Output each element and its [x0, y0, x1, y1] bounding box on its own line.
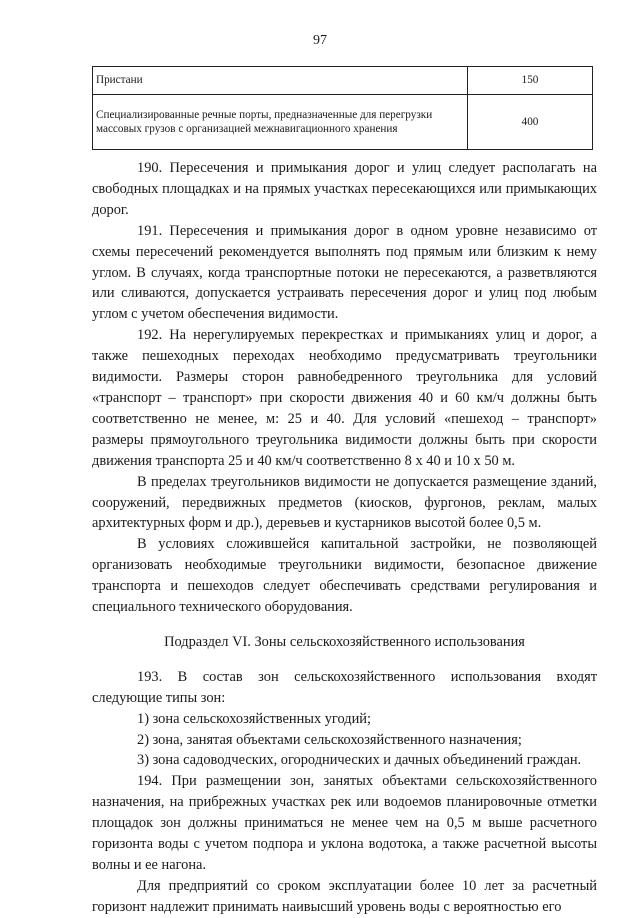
paragraph-193: 193. В состав зон сельскохозяйственного использования входят следующие типы зон: — [92, 668, 597, 706]
paragraph-192-visibility: В пределах треугольников видимости не допускается размещение зданий, сооружений, передвижных предметов (киосков, фургонов, реклам, малых архитектурных форм и др.), деревьев и кустарников высотой более 0,5 м. — [92, 473, 597, 532]
paragraph-190: 190. Пересечения и примыкания дорог и улиц следует располагать на свободных площадках и на прямых участках пересекающихся или примыкающих дорог. — [92, 160, 597, 218]
paragraph-194-enterprises: Для предприятий со сроком эксплуатации более 10 лет за расчетный горизонт надлежит принимать наивысший уровень воды с вероятностью его — [92, 877, 597, 915]
document-body — [92, 158, 597, 918]
berth-distance-table — [92, 66, 593, 150]
paragraph-194: 194. При размещении зон, занятых объектами сельскохозяйственного назначения, на прибрежных участках рек или водоемов планировочные отметки площадок зон должны приниматься не менее чем на 0,5 м выше расчетного горизонта воды с учетом подпора и уклона водотока, а также расчетной высоты волны и ее нагона. — [92, 773, 597, 873]
table-row — [93, 95, 593, 150]
list-item: 2) зона, занятая объектами сельскохозяйственного назначения; — [137, 731, 522, 748]
table-cell-name: Пристани — [93, 67, 468, 95]
table-row — [93, 67, 593, 95]
paragraph-192-existing-buildings: В условиях сложившейся капитальной застройки, не позволяющей организовать необходимые треугольники видимости, безопасное движение транспорта и пешеходов следует обеспечивать средствами регулирования и специального технического оборудования. — [92, 536, 597, 616]
table-cell-value: 400 — [468, 95, 593, 150]
paragraph-191: 191. Пересечения и примыкания дорог в одном уровне независимо от схемы пересечений рекомендуется выполнять под прямым или близким к нему углом. В случаях, когда транспортные потоки не пересекаются, а разветвляются или сливаются, допускается устраивать пересечения дорог и улиц под любым углом с учетом обеспечения видимости. — [92, 222, 597, 323]
table-cell-value: 150 — [468, 67, 593, 95]
table-cell-name: Специализированные речные порты, предназначенные для перегрузки массовых грузов с организацией межнавигационного хранения — [93, 95, 468, 150]
list-item: 3) зона садоводческих, огороднических и дачных объединений граждан. — [137, 752, 582, 769]
section-heading: Подраздел VI. Зоны сельскохозяйственного использования — [164, 633, 525, 650]
page-number: 97 — [313, 33, 327, 48]
list-item: 1) зона сельскохозяйственных угодий; — [137, 710, 371, 727]
paragraph-192: 192. На нерегулируемых перекрестках и примыканиях улиц и дорог, а также пешеходных переходах необходимо предусматривать треугольники видимости. Размеры сторон равнобедренного треугольника для условий «транспорт – транспорт» при скорости движения 40 и 60 км/ч должны быть соответственно не менее, м: 25 и 40. Для условий «пешеход – транспорт» размеры прямоугольного треугольника видимости должны быть при скорости движения транспорта 25 и 40 км/ч соответственно 8 х 40 и 10 х 50 м. — [92, 327, 597, 469]
